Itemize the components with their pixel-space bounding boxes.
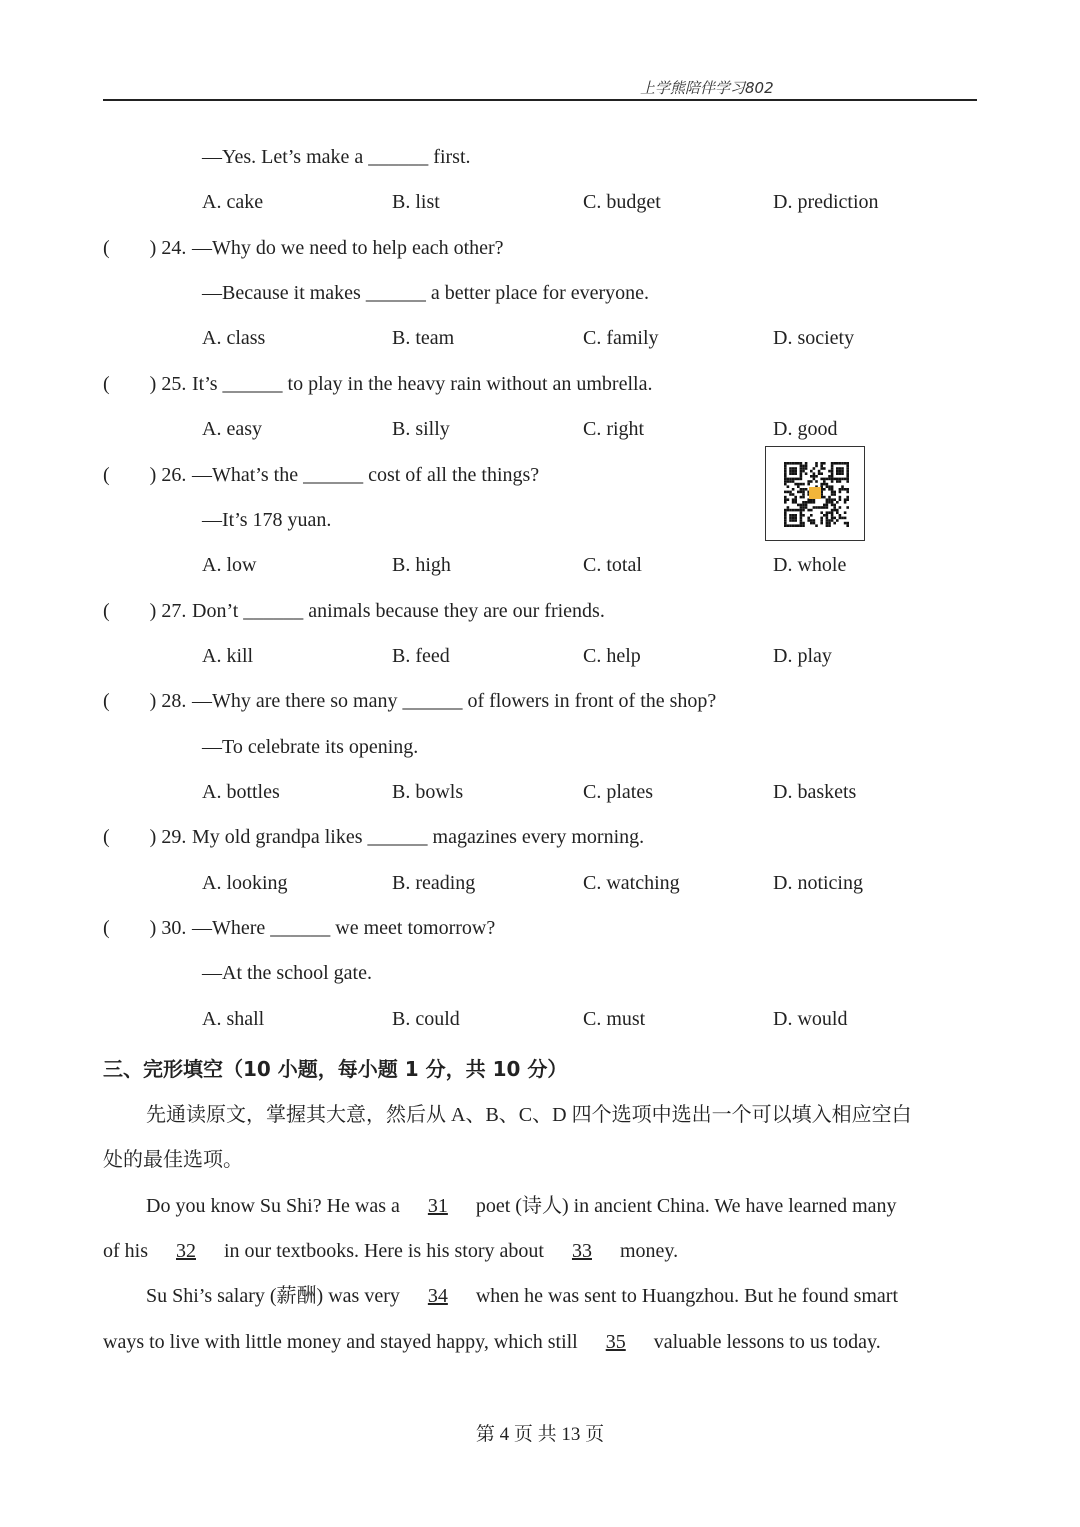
question-number: 28: [161, 690, 182, 712]
passage-text: money.: [614, 1240, 679, 1262]
option-d[interactable]: D. prediction: [773, 191, 879, 213]
option-c[interactable]: C. plates: [583, 781, 653, 803]
question-stem: Don’t ______ animals because they are our friends.: [192, 600, 605, 622]
option-c[interactable]: C. help: [583, 645, 641, 667]
passage-line: [103, 1239, 678, 1263]
question-number: 29: [161, 826, 182, 848]
option-b[interactable]: B. could: [392, 1008, 460, 1030]
option-d[interactable]: D. society: [773, 327, 855, 349]
option-c[interactable]: C. must: [583, 1008, 646, 1030]
passage-text: when he was sent to Huangzhou. But he found smart: [470, 1285, 898, 1307]
question-stem: —Yes. Let’s make a ______ first.: [202, 146, 471, 168]
passage-text: valuable lessons to us today.: [648, 1331, 881, 1353]
option-c[interactable]: C. total: [583, 554, 642, 576]
option-c[interactable]: C. family: [583, 327, 659, 349]
answer-bracket[interactable]: ( ) 25.: [103, 373, 187, 395]
header-title: 上学熊陪伴学习802: [640, 79, 774, 97]
option-b[interactable]: B. silly: [392, 418, 450, 440]
passage-line: [146, 1284, 898, 1308]
question-number: 26: [161, 464, 182, 486]
option-b[interactable]: B. high: [392, 554, 451, 576]
header-divider: [103, 99, 977, 101]
answer-bracket[interactable]: ( ) 28.: [103, 690, 187, 712]
question-stem: —Where ______ we meet tomorrow?: [192, 917, 496, 939]
question-number: 24: [161, 237, 182, 259]
question-number: 27: [161, 600, 182, 622]
option-c[interactable]: C. right: [583, 418, 645, 440]
passage-line: [146, 1194, 897, 1218]
option-b[interactable]: B. team: [392, 327, 455, 349]
question-stem: My old grandpa likes ______ magazines every morning.: [192, 826, 645, 848]
option-a[interactable]: A. looking: [202, 872, 288, 894]
option-d[interactable]: D. whole: [773, 554, 847, 576]
option-a[interactable]: A. kill: [202, 645, 254, 667]
option-c[interactable]: C. watching: [583, 872, 680, 894]
option-a[interactable]: A. bottles: [202, 781, 280, 803]
option-d[interactable]: D. baskets: [773, 781, 857, 803]
option-b[interactable]: B. bowls: [392, 781, 464, 803]
option-a[interactable]: A. low: [202, 554, 257, 576]
option-b[interactable]: B. reading: [392, 872, 476, 894]
answer-bracket[interactable]: ( ) 26.: [103, 464, 187, 486]
cloze-blank-31[interactable]: 31: [427, 1195, 448, 1217]
section-instruction-cont: 处的最佳选项。: [103, 1149, 243, 1171]
passage-text: poet (诗人) in ancient China. We have learned many: [470, 1195, 897, 1217]
passage-text: in our textbooks. Here is his story about: [219, 1240, 549, 1262]
passage-text: Su Shi’s salary (薪酬) was very: [146, 1285, 405, 1307]
option-b[interactable]: B. feed: [392, 645, 450, 667]
page-footer: 第 4 页 共 13 页: [475, 1424, 605, 1445]
question-stem: —Because it makes ______ a better place for everyone.: [202, 282, 650, 304]
section-instruction: 先通读原文，掌握其大意，然后从 A、B、C、D 四个选项中选出一个可以填入相应空白: [146, 1104, 912, 1126]
qr-code-image: [765, 446, 865, 541]
question-stem: —What’s the ______ cost of all the things?: [192, 464, 540, 486]
passage-text: of his: [103, 1240, 153, 1262]
option-d[interactable]: D. noticing: [773, 872, 863, 894]
question-stem: —At the school gate.: [202, 962, 372, 984]
option-c[interactable]: C. budget: [583, 191, 661, 213]
cloze-blank-33[interactable]: 33: [571, 1240, 592, 1262]
passage-text: Do you know Su Shi? He was a: [146, 1195, 405, 1217]
question-number: 25: [161, 373, 182, 395]
option-d[interactable]: D. good: [773, 418, 838, 440]
section-title: 三、完形填空（10 小题，每小题 1 分，共 10 分）: [103, 1057, 568, 1081]
qr-code-icon: [766, 447, 864, 540]
cloze-blank-35[interactable]: 35: [605, 1331, 626, 1353]
option-d[interactable]: D. would: [773, 1008, 848, 1030]
question-stem: —Why do we need to help each other?: [192, 237, 504, 259]
cloze-blank-32[interactable]: 32: [176, 1240, 196, 1262]
option-d[interactable]: D. play: [773, 645, 832, 667]
option-a[interactable]: A. cake: [202, 191, 264, 213]
answer-bracket[interactable]: ( ) 27.: [103, 600, 187, 622]
option-a[interactable]: A. easy: [202, 418, 262, 440]
question-stem: It’s ______ to play in the heavy rain without an umbrella.: [192, 373, 653, 395]
question-stem: —Why are there so many ______ of flowers in front of the shop?: [192, 690, 717, 712]
passage-text: ways to live with little money and stayed happy, which still: [103, 1331, 583, 1353]
option-b[interactable]: B. list: [392, 191, 440, 213]
option-a[interactable]: A. class: [202, 327, 266, 349]
answer-bracket[interactable]: ( ) 24.: [103, 237, 187, 259]
passage-line: [103, 1330, 881, 1354]
question-stem: —It’s 178 yuan.: [202, 509, 332, 531]
question-number: 30: [161, 917, 182, 939]
cloze-blank-34[interactable]: 34: [427, 1285, 448, 1307]
answer-bracket[interactable]: ( ) 29.: [103, 826, 187, 848]
option-a[interactable]: A. shall: [202, 1008, 265, 1030]
question-stem: —To celebrate its opening.: [202, 736, 419, 758]
answer-bracket[interactable]: ( ) 30.: [103, 917, 187, 939]
